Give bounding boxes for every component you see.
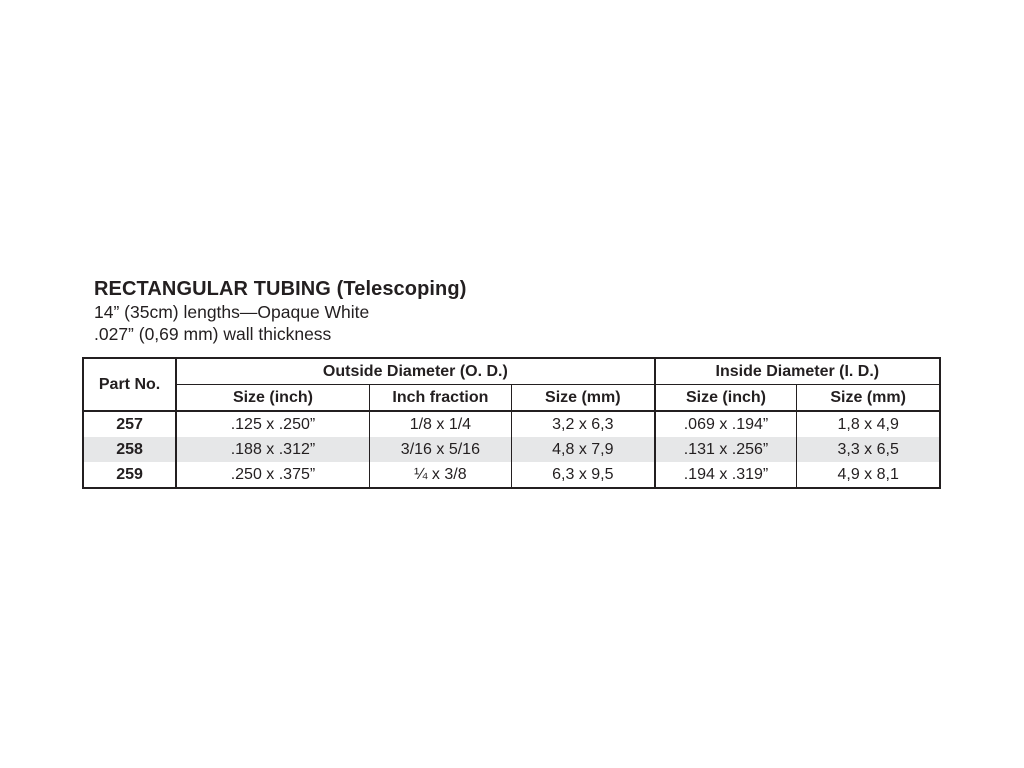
od-size-inch-header: Size (inch) bbox=[176, 385, 369, 412]
id-mm-cell: 3,3 x 6,5 bbox=[797, 437, 939, 462]
id-size-inch-header: Size (inch) bbox=[655, 385, 797, 412]
inside-diameter-header: Inside Diameter (I. D.) bbox=[655, 359, 939, 385]
part-number-cell: 259 bbox=[84, 462, 176, 487]
heading-block bbox=[94, 277, 694, 345]
group-header-row bbox=[84, 359, 939, 385]
od-fraction-cell: 3/16 x 5/16 bbox=[369, 437, 511, 462]
id-inch-cell: .131 x .256” bbox=[655, 437, 797, 462]
id-inch-cell: .194 x .319” bbox=[655, 462, 797, 487]
column-header-row bbox=[84, 385, 939, 412]
od-fraction-cell: ¼ x 3/8 bbox=[369, 462, 511, 487]
tubing-specs-table bbox=[84, 359, 939, 487]
od-inch-cell: .125 x .250” bbox=[176, 411, 369, 437]
od-mm-cell: 4,8 x 7,9 bbox=[511, 437, 654, 462]
length-description: 14” (35cm) lengths—Opaque White bbox=[94, 302, 370, 322]
od-fraction-cell: 1/8 x 1/4 bbox=[369, 411, 511, 437]
part-number-cell: 258 bbox=[84, 437, 176, 462]
id-size-mm-header: Size (mm) bbox=[797, 385, 939, 412]
wall-thickness-description: .027” (0,69 mm) wall thickness bbox=[94, 324, 332, 344]
od-inch-cell: .250 x .375” bbox=[176, 462, 369, 487]
id-mm-cell: 4,9 x 8,1 bbox=[837, 465, 899, 483]
od-inch-cell: .188 x .312” bbox=[176, 437, 369, 462]
od-inch-fraction-header: Inch fraction bbox=[369, 385, 511, 412]
table-row bbox=[84, 437, 939, 462]
od-size-mm-header: Size (mm) bbox=[511, 385, 654, 412]
outside-diameter-header: Outside Diameter (O. D.) bbox=[176, 359, 655, 385]
od-mm-cell: 3,2 x 6,3 bbox=[511, 411, 654, 437]
table-row bbox=[84, 462, 939, 487]
part-number-header: Part No. bbox=[84, 359, 176, 411]
part-number-cell: 257 bbox=[84, 411, 176, 437]
product-title: RECTANGULAR TUBING (Telescoping) bbox=[94, 278, 467, 300]
table-row bbox=[84, 411, 939, 437]
id-mm-cell: 1,8 x 4,9 bbox=[837, 415, 899, 433]
od-mm-cell: 6,3 x 9,5 bbox=[511, 462, 654, 487]
id-inch-cell: .069 x .194” bbox=[655, 411, 797, 437]
tubing-table bbox=[82, 357, 941, 489]
